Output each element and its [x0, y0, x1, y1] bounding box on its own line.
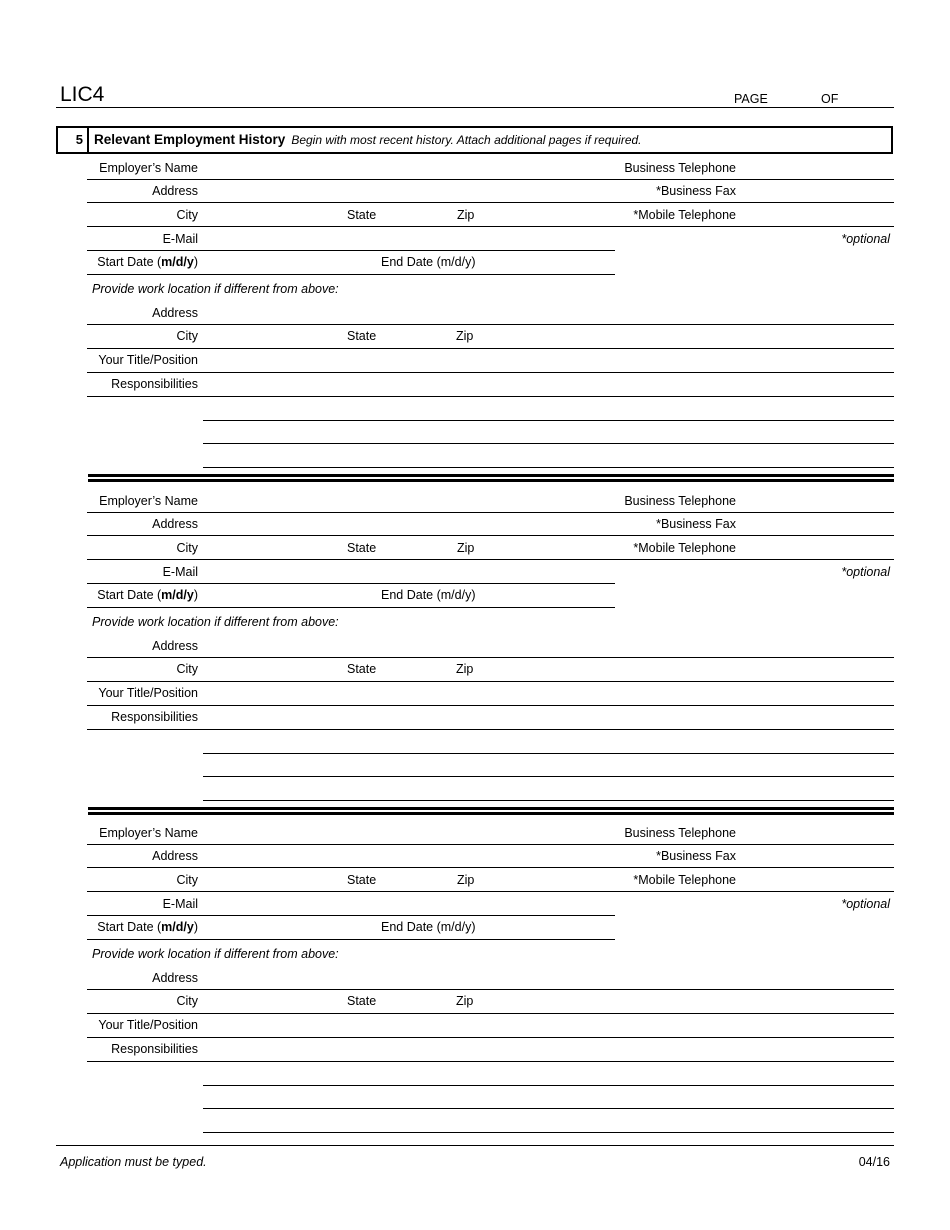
email-label: E-Mail — [162, 897, 198, 911]
footer-note: Application must be typed. — [60, 1155, 207, 1169]
work-location-note: Provide work location if different from above: — [92, 947, 339, 961]
section-instructions: Begin with most recent history. Attach additional pages if required. — [291, 133, 642, 147]
responsibilities-label: Responsibilities — [111, 1042, 198, 1056]
work-location-note: Provide work location if different from above: — [92, 615, 339, 629]
business-fax-label: *Business Fax — [656, 184, 736, 198]
optional-note: *optional — [841, 565, 890, 579]
employment-entry-3 — [0, 820, 950, 1160]
start-date-suffix: ) — [193, 920, 198, 934]
start-date-prefix: Start Date ( — [97, 920, 162, 934]
start-date-prefix: Start Date ( — [97, 255, 162, 269]
mobile-telephone-label: *Mobile Telephone — [633, 541, 736, 555]
header-rule — [56, 107, 894, 108]
responsibilities-label: Responsibilities — [111, 377, 198, 391]
entry-separator — [88, 807, 894, 810]
state-label: State — [347, 541, 377, 555]
end-date-label: End Date (m/d/y) — [381, 920, 476, 934]
revision-date: 04/16 — [858, 1155, 890, 1169]
section-title-text: Relevant Employment History — [94, 132, 286, 147]
start-date-format: m/d/y — [161, 588, 194, 602]
footer-rule — [56, 1145, 894, 1146]
mobile-telephone-label: *Mobile Telephone — [633, 208, 736, 222]
state-label: State — [347, 873, 377, 887]
title-position-label: Your Title/Position — [98, 686, 198, 700]
entry-separator — [88, 812, 894, 815]
employment-entry-2 — [0, 488, 950, 828]
employment-entry-1 — [0, 155, 950, 495]
optional-note: *optional — [841, 232, 890, 246]
work-address-label: Address — [152, 306, 198, 320]
zip-label: Zip — [457, 208, 475, 222]
entry-separator — [88, 479, 894, 482]
start-date-prefix: Start Date ( — [97, 588, 162, 602]
business-telephone-label: Business Telephone — [624, 161, 736, 175]
start-date-label — [80, 920, 198, 934]
start-date-format: m/d/y — [161, 255, 194, 269]
start-date-format: m/d/y — [161, 920, 194, 934]
work-zip-label: Zip — [456, 994, 474, 1008]
mobile-telephone-label: *Mobile Telephone — [633, 873, 736, 887]
optional-note: *optional — [841, 897, 890, 911]
title-position-label: Your Title/Position — [98, 353, 198, 367]
work-zip-label: Zip — [456, 662, 474, 676]
start-date-label — [80, 255, 198, 269]
work-location-note: Provide work location if different from above: — [92, 282, 339, 296]
start-date-label — [80, 588, 198, 602]
employer-name-label: Employer’s Name — [99, 826, 198, 840]
business-fax-label: *Business Fax — [656, 517, 736, 531]
business-fax-label: *Business Fax — [656, 849, 736, 863]
start-date-suffix: ) — [193, 588, 198, 602]
email-label: E-Mail — [162, 232, 198, 246]
work-address-label: Address — [152, 971, 198, 985]
city-label: City — [176, 208, 198, 222]
of-label: OF — [821, 92, 839, 106]
title-position-label: Your Title/Position — [98, 1018, 198, 1032]
work-state-label: State — [347, 662, 377, 676]
address-label: Address — [152, 849, 198, 863]
work-zip-label: Zip — [456, 329, 474, 343]
work-state-label: State — [347, 994, 377, 1008]
address-label: Address — [152, 184, 198, 198]
email-label: E-Mail — [162, 565, 198, 579]
zip-label: Zip — [457, 873, 475, 887]
business-telephone-label: Business Telephone — [624, 826, 736, 840]
zip-label: Zip — [457, 541, 475, 555]
employer-name-label: Employer’s Name — [99, 494, 198, 508]
state-label: State — [347, 208, 377, 222]
section-header — [56, 126, 893, 154]
form-id: LIC4 — [60, 83, 105, 106]
start-date-suffix: ) — [193, 255, 198, 269]
business-telephone-label: Business Telephone — [624, 494, 736, 508]
entry-separator — [88, 474, 894, 477]
end-date-label: End Date (m/d/y) — [381, 588, 476, 602]
section-number: 5 — [58, 128, 89, 152]
end-date-label: End Date (m/d/y) — [381, 255, 476, 269]
employer-name-label: Employer’s Name — [99, 161, 198, 175]
work-city-label: City — [176, 994, 198, 1008]
city-label: City — [176, 873, 198, 887]
section-title — [94, 128, 642, 152]
work-state-label: State — [347, 329, 377, 343]
address-label: Address — [152, 517, 198, 531]
work-address-label: Address — [152, 639, 198, 653]
page-label: PAGE — [734, 92, 768, 106]
work-city-label: City — [176, 662, 198, 676]
work-city-label: City — [176, 329, 198, 343]
responsibilities-label: Responsibilities — [111, 710, 198, 724]
city-label: City — [176, 541, 198, 555]
